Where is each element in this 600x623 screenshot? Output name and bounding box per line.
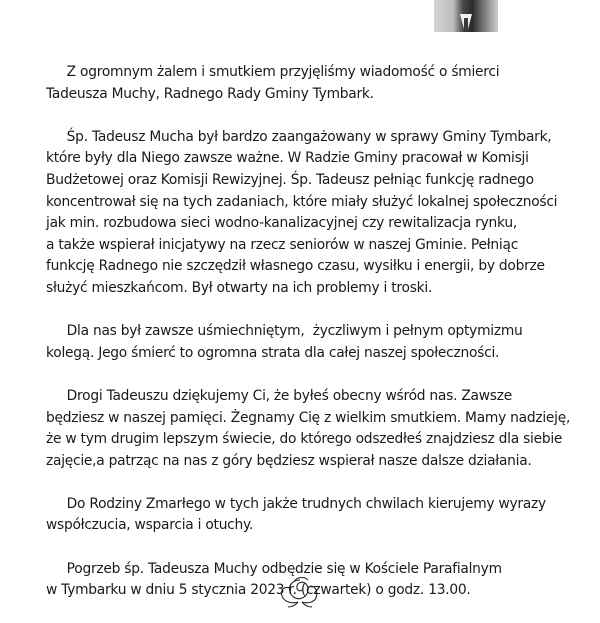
rose-icon [272,574,328,608]
text-line: a także wspierał inicjatywy na rzecz seniorów w naszej Gminie. Pełniąc [46,236,519,253]
text-line: koncentrował się na tych zadaniach, które miały służyć lokalnej społeczności [46,193,558,210]
text-line: Pogrzeb śp. Tadeusza Muchy odbędzie się w Kościele Parafialnym [46,560,502,577]
paragraph-farewell [46,386,571,472]
text-line: Śp. Tadeusz Mucha był bardzo zaangażowany w sprawy Gminy Tymbark, [46,128,552,145]
paragraph-condolences [46,494,566,537]
text-line: współczucia, wsparcia i otuchy. [46,517,254,534]
paragraph-intro [46,62,566,105]
text-line: które były dla Niego zawsze ważne. W Radzie Gminy pracował w Komisji [46,150,529,167]
text-line: funkcję Radnego nie szczędził własnego czasu, wysiłku i energii, by dobrze [46,258,545,275]
text-line: Dla nas był zawsze uśmiechniętym, życzliwym i pełnym optymizmu [46,323,523,340]
text-line: będziesz w naszej pamięci. Żegnamy Cię z wielkim smutkiem. Mamy nadzieję, [46,409,571,426]
text-line: Tadeusza Muchy, Radnego Rady Gminy Tymbark. [46,85,374,102]
text-line: Z ogromnym żalem i smutkiem przyjęliśmy wiadomość o śmierci [46,64,500,80]
text-line: służyć mieszkańcom. Był otwarty na ich problemy i troski. [46,279,433,296]
text-line: w Tymbarku w dniu 5 stycznia 2023 r. (czwartek) o godz. 13.00. [46,582,471,599]
obituary-text [46,62,571,623]
text-line: Budżetowej oraz Komisji Rewizyjnej. Śp. Tadeusz pełniąc funkcję radnego [46,171,534,188]
text-line: Drogi Tadeuszu dziękujemy Ci, że byłeś obecny wśród nas. Zawsze [46,387,512,404]
text-line: zajęcie,a patrząc na nas z góry będziesz wspierał nasze dalsze działania. [46,452,532,469]
text-line: kolegą. Jego śmierć to ogromna strata dla całej naszej społeczności. [46,344,500,361]
photo-tie [464,18,468,32]
text-line: Do Rodziny Zmarłego w tych jakże trudnych chwilach kierujemy wyrazy [46,495,546,512]
paragraph-service [46,127,566,300]
portrait-photo [434,0,498,32]
text-line: że w tym drugim lepszym świecie, do którego odszedłeś znajdziesz dla siebie [46,431,563,448]
text-line: jak min. rozbudowa sieci wodno-kanalizacyjnej czy rewitalizacja rynku, [46,215,517,232]
paragraph-colleague [46,321,566,364]
